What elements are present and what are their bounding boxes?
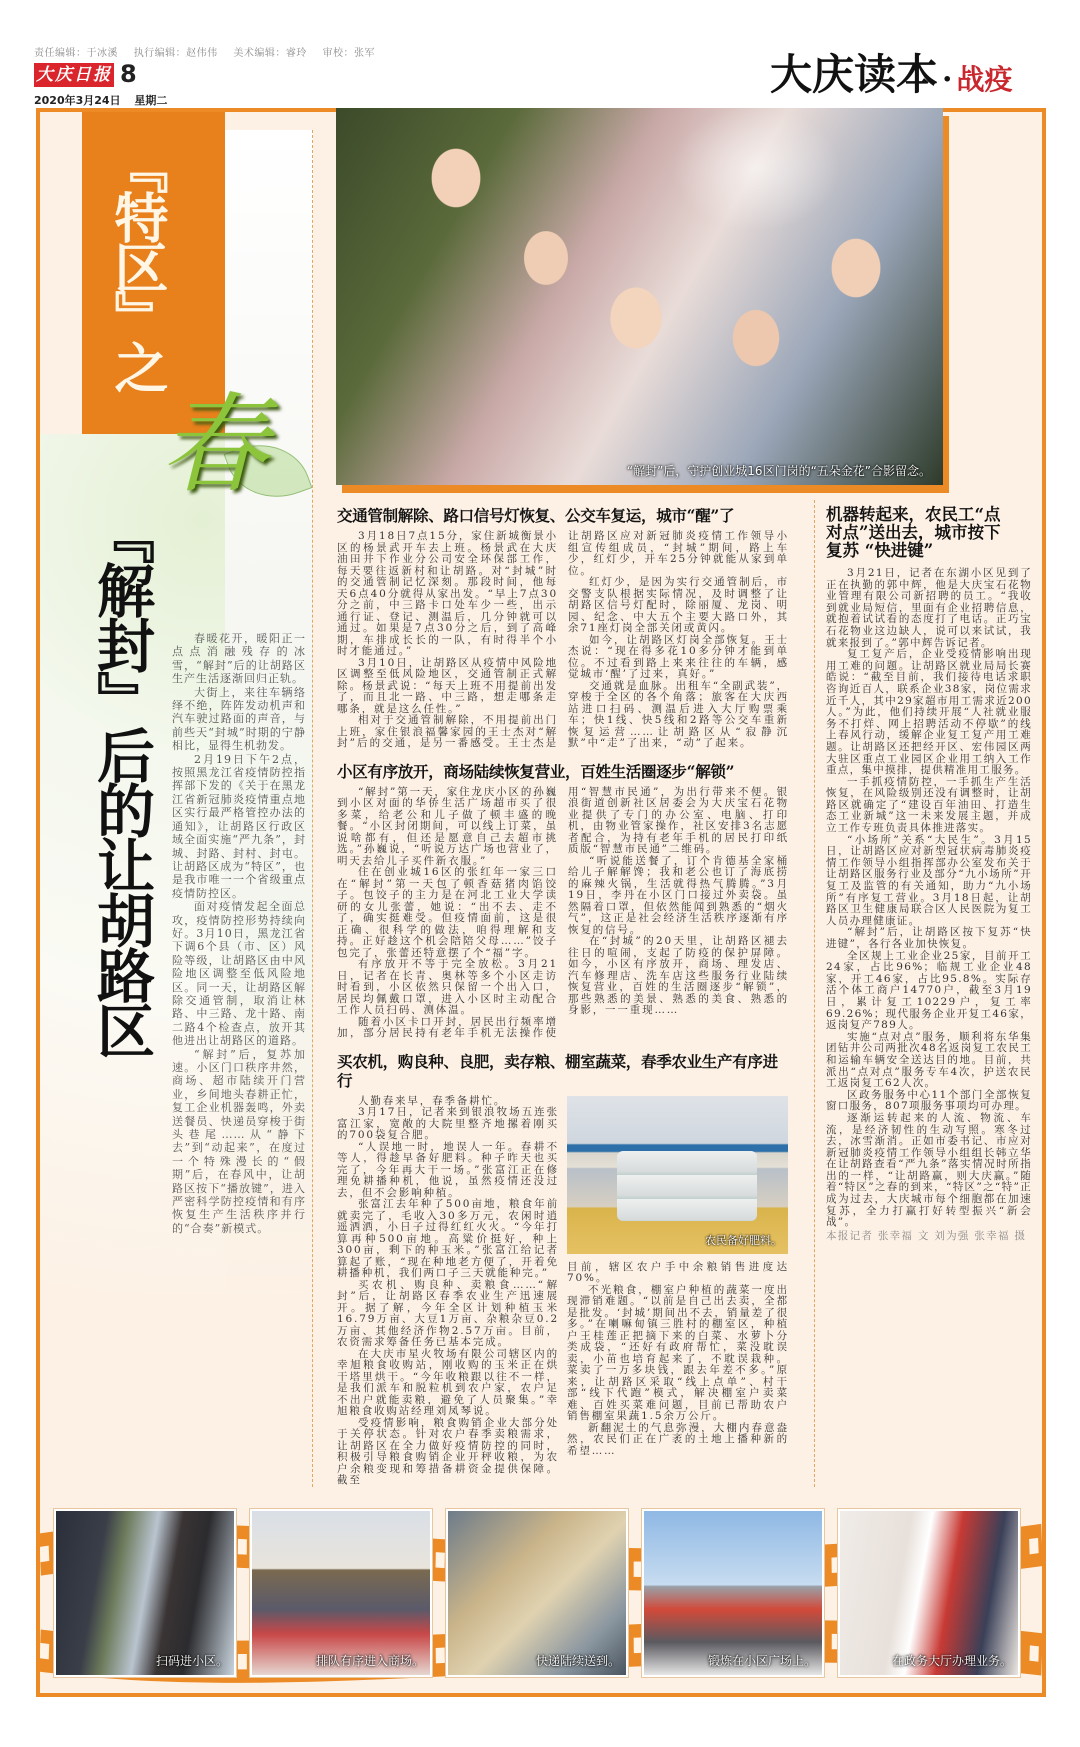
- middle-articles: [337, 506, 789, 1487]
- credit: 责任编辑：于冰溪: [34, 48, 118, 59]
- photo-service-hall: [838, 1509, 1020, 1677]
- article-body-community: [337, 787, 789, 1040]
- paragraphs: [567, 1285, 789, 1458]
- article-body-traffic: [337, 531, 789, 750]
- date: 2020年3月24日: [34, 94, 121, 107]
- paragraph: 大街上，来往车辆络绎不绝，阵阵发动机声和汽车驶过路面的声音，与前些天“封城”时期的宁静相比，显得生机勃发。: [172, 685, 306, 753]
- article-heading-work: 机器转起来，农民工“点对点”送出去，城市按下复苏 “快进键”: [826, 505, 1001, 560]
- paragraph: “小场所”关系“大民生”。3月15日，让胡路区应对新型冠状病毒肺炎疫情工作领导小组指挥部办公室发布关于让胡路区服务行业及部分“九小场所”开复工及监管的有关通知，助力“九小场所”有序复工营业。3月18日起，让胡路区卫生健康局联合区人民医院为复工人员办理健康证。: [826, 833, 1032, 927]
- paragraph: “解封”后，让胡路区按下复苏“快进键”，各行各业加快恢复。: [826, 926, 1032, 950]
- paragraph: 如今，让胡路区灯岗全部恢复。王士杰说：“现在得多花10多分钟才能到单位。不过看到路上来来往往的车辆，感觉城市‘醒’了过来，真好。”: [568, 633, 789, 680]
- photo-caption: 农民备好肥料。: [705, 1233, 782, 1247]
- paragraph: 新翻泥土的气息弥漫，大棚内春意盎然，农民们正在广袤的土地上播种新的希望……: [567, 1421, 789, 1457]
- paragraph: 区政务服务中心11个部门全部恢复窗口服务，807项服务事项均可办理。: [826, 1088, 1032, 1113]
- paragraph: 3月17日，记者来到银浪牧场五连张富江家，宽敞的大院里整齐地摞着刚买的700袋复合肥。: [337, 1106, 559, 1141]
- paragraph: 受疫情影响，粮食购销企业大部分处于关停状态。针对农户春季卖粮需求，让胡路区在全力做好疫情防控的同时，积极引导粮食购销企业开秤收粮，为农户余粮变现和筹措备耕资金提供保障。截至: [337, 1416, 559, 1486]
- article-body-farming-right: [567, 1262, 789, 1458]
- section-title: 大庆读本: [770, 50, 939, 99]
- paragraph: 张富江去年种了500亩地，粮食年前就卖完了，毛收入30多万元，农闲时逍遥洒洒，小日子过得红红火火。“今年打算再种500亩地。高粱价挺好，种上300亩，剩下的种玉米。”张富江给记者算起了账，“现在种地老方便了，开着免耕播种机，我们两口子三天就能种完。”: [337, 1198, 559, 1279]
- farming-right-column: [567, 1096, 789, 1487]
- fertilizer-bags: [617, 1151, 757, 1221]
- paragraph: 复工复产后，企业受疫情影响出现用工难的问题。让胡路区就业局局长赛皓说：“截至目前，我们接待电话求职咨询近百人，联系企业38家，岗位需求近千人，其中29家超市用工需求近200人。”为此，他们持续开展“人社就业服务不打烊、网上招聘活动不停歇”的线上春风行动，缓解企业复工复产用工难题。让胡路区还把经开区、宏伟园区两大驻区重点工业园区企业用工纳入工作重点，集中摸排，提供精准用工服务。: [826, 648, 1032, 777]
- paragraph: “人误地一时，地误人一年。春耕不等人，得趁早备好肥料。种子昨天也买完了，今年再大干一场。”张富江正在修理免耕播种机，他说，虽然疫情还没过去，但不会影响种植。: [337, 1140, 559, 1199]
- byline: 本报记者 张幸福 文 刘为强 张幸福 摄: [826, 1229, 1027, 1242]
- paragraph: 一手抓疫情防控，一手抓生产生活恢复，在风险级别还没有调整时，让胡路区就确定了“建设百年油田、打造生态工业新城”这一未来发展主题，并成立工作专班负责具体推进落实。: [826, 775, 1032, 835]
- photo-mall-queue: [250, 1509, 432, 1677]
- paragraph-continuation: 目前，辖区农户手中余粮销售进度达70%。: [567, 1260, 789, 1284]
- column-divider: [312, 130, 313, 1487]
- paragraph: “解封”第一天，家住龙庆小区的孙巍到小区对面的华侨生活广场超市买了很多菜，给老公和儿子做了顿丰盛的晚餐。“小区封闭期间，可以线上订菜，虽说啥都有，但还是愿意自己去超市挑选。”孙巍说，“听说万达广场也营业了，明天去给儿子买件新衣服。”: [337, 785, 558, 867]
- article-farming: [337, 1052, 789, 1487]
- paragraph: 实施“点对点”服务，顺利将东华集团钻井公司两批次48名返岗复工农民工和运输车辆安全送达目的地。目前，共派出“点对点”服务专车4次，护送农民工返岗复工62人次。: [826, 1030, 1032, 1090]
- article-body-work: [826, 568, 1032, 1242]
- paragraph: 3月18日7点15分，家住新城衡景小区的杨景武开车去上班。杨景武在大庆油田井下作业分公司安全环保部工作，每天要往返新村和让胡路。对“封城”时的交通管制记忆深刻。那段时间，他每天6点40分就得从家出发。“早上7点30分之前，中三路卡口处车少一些，出示通行证、登记、测温后，几分钟就可以通过。如果是7点30分之后，到了高峰期，车排成长长的一队，有时得半个小时才能通过。”: [337, 530, 558, 657]
- feature-title-special-zone: 『特区』之: [106, 140, 169, 390]
- issue-date: [34, 92, 177, 108]
- paragraph: 住在创业城16区的张红年一家三口在“解封”第一天包了顿香菇猪肉馅饺子。包饺子的主力是在河北工业大学读研的女儿张蕾，她说：“出不去、走不了，确实挺难受。但疫情面前，这是很正确、很科学的做法，咱得理解和支持。正好趁这个机会陪陪父母……”饺子包完了，张蕾还特意摆了个“福”字。: [337, 866, 558, 959]
- paragraph: 随着小区卡口开封，居民出行频率增加，部分居民持有老年手机无法操作使用“智慧市民通”，为出行带来不便。银浪街道创新社区居委会为大庆宝石花物业提供了专门的办公室、电脑、打印机，由物业管家操作，社区安排3名志愿者配合，为持有老年手机的居民打印纸质版“智慧市民通”二维码。: [337, 785, 789, 1039]
- section-subtitle: 战疫: [956, 63, 1013, 96]
- weekday: 星期二: [134, 94, 168, 107]
- section-masthead: [770, 50, 1012, 105]
- photo-scan-code: [54, 1509, 236, 1677]
- newspaper-logo: 大庆日报: [36, 65, 112, 85]
- paragraph: 3月10日，让胡路区从疫情中风险地区调整至低风险地区，交通管制正式解除。杨景武说：“每天上班不用提前出发了，而且北一路、中三路，想走哪条走哪条，就是这么任性。”: [337, 656, 558, 715]
- paragraph: 人勤春来早，春季备耕忙。: [358, 1094, 507, 1107]
- article-body-farming-left: [337, 1096, 559, 1487]
- paragraph: 有序放开不等于完全放松。3月21日，记者在长青、奥林等多个小区走访时看到，小区依然只保留一个出入口，居民均佩戴口罩，进入小区时主动配合工作人员扫码、测体温。: [337, 958, 558, 1016]
- intro-text: [172, 632, 306, 1235]
- article-community: [337, 762, 789, 1040]
- credit: 审校：张军: [322, 48, 376, 59]
- paragraph: 面对疫情发起全面总攻，疫情防控形势持续向好。3月10日，黑龙江省下调6个县（市、区）风险等级，让胡路区由中风险地区调整至低风险地区。同一天，让胡路区解除交通管制，取消让林路、中三路、龙十路、南二路4个检查点，放开其他进出让胡路区的道路。: [172, 900, 306, 1048]
- photo-deliveries: [446, 1509, 628, 1677]
- article-heading-community: 小区有序放开，商场陆续恢复营业，百姓生活圈逐步“解锁”: [337, 761, 735, 781]
- photo-square-exercise: [642, 1509, 824, 1677]
- feature-title-after-unlock: 『解封』后的让胡路区: [87, 506, 155, 1056]
- farming-columns: [337, 1096, 789, 1487]
- paragraph: 在“封城”的20天里，让胡路区褪去往日的喧闹，支起了防疫的保护屏障。如今，小区有序放开，商场、理发店、汽车修理店、洗车店这些服务行业陆续恢复营业，百姓的生活圈逐步“解锁”，那些熟悉的美景、熟悉的美食、熟悉的身影，一一重现……: [568, 935, 789, 1016]
- paragraph: “听说能送餐了，订个肯德基全家桶给儿子解解馋；我和老公也订了海底捞的麻辣火锅，生活就得热气腾腾。”3月19日，李丹在小区门口接过外卖袋。虽然隔着口罩，但依然能闻到熟悉的“烟火气”，这正是社会经济生活秩序逐渐有序恢复的信号。: [568, 854, 789, 936]
- editor-credits: [34, 44, 387, 59]
- paragraph: “解封”后，复苏加速。小区门口秩序井然，商场、超市陆续开门营业，乡间地头春耕正忙，复工企业机器轰鸣，外卖送餐员、快递员穿梭于街头巷尾……从“静下去”到“动起来”，在度过一个特殊漫长的“假期”后，在春风中，让胡路区按下“播放键”，进入严密科学防控疫情和有序恢复生产生活秩序并行的“合奏”新模式。: [172, 1047, 306, 1235]
- paragraph: 春暖花开，暖阳正一点点消融残存的冰雪，“解封”后的让胡路区生产生活逐渐回归正轨。: [172, 632, 306, 686]
- photo-caption: “解封”后，守护创业城16区门岗的“五朵金花”合影留念。: [626, 464, 931, 478]
- paragraph: 在大庆市星火牧场有限公司辖区内的幸旭粮食收购站，刚收购的玉米正在烘干塔里烘干。“今年收粮跟以往不一样，是我们派车和脱粒机到农户家，农户足不出户就能卖粮，避免了人员聚集。”幸旭粮食收购站经理刘凤琴说。: [337, 1347, 559, 1417]
- main-photo: [336, 108, 943, 485]
- photo-caption: 扫码进小区。: [155, 1654, 228, 1668]
- paragraph: 逐渐运转起来的人流、物流、车流，是经济韧性的生动写照。寒冬过去，冰雪渐消。正如市委书记、市应对新冠肺炎疫情工作领导小组组长韩立华在让胡路查看“严九条”落实情况时所指出的一样，“让胡路赢，则大庆赢。”随着“特区”之春的到来，“特区”之“特”正成为过去，大庆城市每个细胞都在加速复苏，全力打赢打好转型振兴“新会战”。: [826, 1111, 1032, 1229]
- paragraph: 3月21日，记者在东湖小区见到了正在执勤的郭中辉，他是大庆宝石花物业管理有限公司新招聘的员工。“我收到就业局短信，里面有企业招聘信息，就抱着试试看的态度打了电话。正巧宝石花物业这边缺人，说可以来试试，我就来报到了。”郭中辉告诉记者。: [826, 567, 1032, 649]
- page-number: 8: [120, 60, 137, 88]
- photo-caption: 锻炼在小区广场上。: [707, 1654, 816, 1668]
- paragraph: 不光粮食，棚室户种植的蔬菜一度出现滞销难题。“以前是自己出去卖，全都是批发。‘封城’期间出不去，销量差了很多。”在喇嘛甸镇三胜村的棚室区，种植户王桂莲正把摘下来的白菜、水萝卜分类成袋，“还好有政府帮忙，菜没耽误卖，小苗也培育起来了，不耽误栽种。菜卖了一万多块钱，跟去年差不多。”原来，让胡路区采取“线上点单”、村干部“线下代跑”模式，解决棚室户卖菜难、百姓买菜难问题，目前已帮助农户销售棚室果蔬1.5余万公斤。: [567, 1283, 789, 1422]
- photo-caption: 排队有序进入商场。: [315, 1654, 424, 1668]
- fertilizer-photo: [567, 1096, 788, 1254]
- paragraph: 相对于交通管制解除，不用提前出门上班，家住银浪福馨家园的王士杰对“解封”后的交通，是另一番感受。王士杰是让胡路区应对新冠肺炎疫情工作领导小组宣传组成员，“封城”期间，路上车少，红灯少，开车25分钟就能从家到单位。: [337, 530, 789, 749]
- paragraph: 2月19日下午2点，按照黑龙江省疫情防控指挥部下发的《关于在黑龙江省新冠肺炎疫情重点地区实行最严格管控办法的通知》，让胡路区行政区域全面实施“严九条”，封城、封路、封村、封屯。让胡路区成为“特区”，也是我市唯一一个省级重点疫情防控区。: [172, 752, 306, 900]
- separator-dot: ·: [942, 62, 953, 97]
- paragraph: 买农机、购良种、卖粮食……“解封”后，让胡路区春季农业生产迅速展开。据了解，今年全区计划种植玉米16.79万亩、大豆1万亩、杂粮杂豆0.2万亩、其他经济作物2.57万亩。目前，农资需求筹备任务已基本完成。: [337, 1278, 559, 1348]
- photo-gallery: [40, 1497, 1042, 1689]
- column-divider: [814, 500, 815, 1487]
- paragraphs: [826, 568, 1032, 1229]
- photo-caption: 在政务大厅办理业务。: [891, 1654, 1012, 1668]
- photo-caption: 快递陆续送到。: [535, 1654, 620, 1668]
- feature-title-spring: 春: [160, 383, 269, 508]
- article-heading-farming: 买农机，购良种、良肥，卖存粮、棚室蔬菜，春季农业生产有序进行: [337, 1051, 778, 1090]
- right-article: [826, 506, 1032, 1242]
- article-traffic: [337, 506, 789, 750]
- paragraph: 全区规上工业企业25家，目前开工24家，占比96%；临规工业企业48家，开工46家，占比95.8%。实际存活个体工商户14770户，截至3月19日，累计复工10229户，复工率69.26%；现代服务企业开复工46家，返岗复产789人。: [826, 949, 1032, 1032]
- paragraph: 交通就是血脉。出租车“全副武装”，穿梭于全区的各个角落；旅客在大庆西站进口扫码、测温后进入大厅购票乘车；快1线、快5线和2路等公交车重新恢复运营……让胡路区从“寂静沉默”中“走”了出来，“动”了起来。: [568, 679, 789, 749]
- paragraph: 红灯少，是因为实行交通管制后，市交警支队根据实际情况，及时调整了让胡路区信号灯配时，除丽厦、龙岗、明园、纪念、中大五个主要大路口外，其余71座灯岗全部关闭或黄闪。: [568, 576, 789, 634]
- credit: 执行编辑：赵伟伟: [133, 48, 218, 59]
- article-heading-traffic: 交通管制解除、路口信号灯恢复、公交车复运，城市“醒”了: [337, 506, 735, 525]
- credit: 美术编辑：睿玲: [233, 48, 307, 59]
